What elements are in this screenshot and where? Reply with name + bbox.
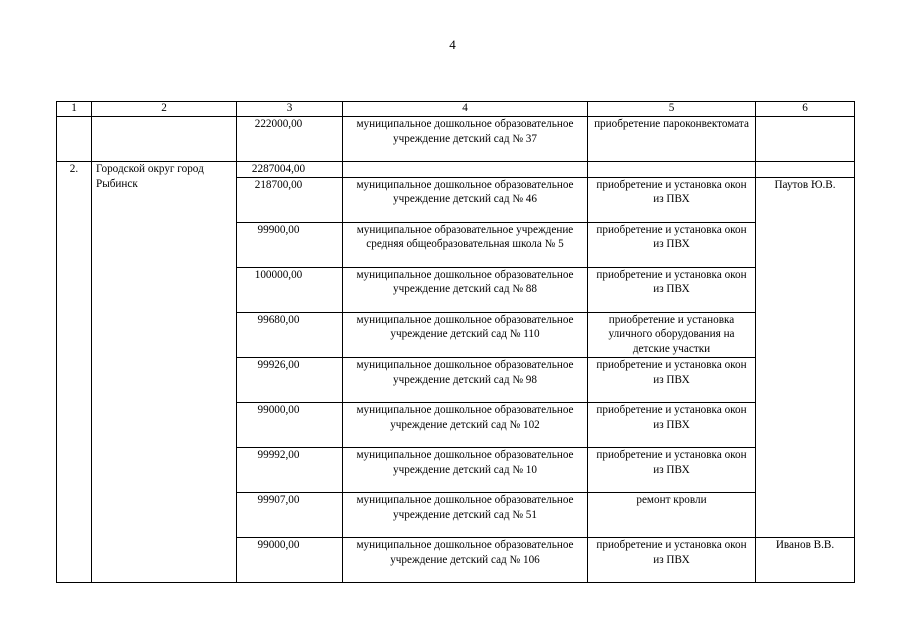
number-cell [57, 117, 92, 162]
allocation-table [56, 101, 855, 583]
responsible-cell: Паутов Ю.В. [756, 177, 855, 537]
amount-cell: 222000,00 [237, 117, 343, 162]
column-header: 1 [57, 102, 92, 117]
amount-cell: 99680,00 [237, 312, 343, 357]
column-header: 6 [756, 102, 855, 117]
table-row [57, 117, 855, 162]
page-number: 4 [449, 37, 456, 52]
amount-cell: 99000,00 [237, 537, 343, 582]
institution-cell: муниципальное дошкольное образовательное учреждение детский сад № 51 [343, 492, 588, 537]
municipality-cell: Городской округ город Рыбинск [92, 162, 237, 583]
institution-cell: муниципальное дошкольное образовательное учреждение детский сад № 88 [343, 267, 588, 312]
purpose-cell: приобретение и установка окон из ПВХ [588, 447, 756, 492]
purpose-cell: приобретение и установка окон из ПВХ [588, 357, 756, 402]
purpose-cell: приобретение и установка окон из ПВХ [588, 267, 756, 312]
purpose-cell: приобретение и установка окон из ПВХ [588, 537, 756, 582]
amount-cell: 99000,00 [237, 402, 343, 447]
institution-cell: муниципальное дошкольное образовательное учреждение детский сад № 46 [343, 177, 588, 222]
purpose-cell: приобретение и установка окон из ПВХ [588, 222, 756, 267]
number-cell: 2. [57, 162, 92, 583]
amount-cell: 99992,00 [237, 447, 343, 492]
purpose-cell: приобретение пароконвектомата [588, 117, 756, 162]
amount-cell: 100000,00 [237, 267, 343, 312]
column-header: 2 [92, 102, 237, 117]
purpose-cell: приобретение и установка окон из ПВХ [588, 177, 756, 222]
institution-cell: муниципальное дошкольное образовательное учреждение детский сад № 102 [343, 402, 588, 447]
responsible-cell: Иванов В.В. [756, 537, 855, 582]
amount-cell: 99907,00 [237, 492, 343, 537]
institution-cell: муниципальное дошкольное образовательное учреждение детский сад № 110 [343, 312, 588, 357]
institution-cell: муниципальное образовательное учреждение средняя общеобразовательная школа № 5 [343, 222, 588, 267]
column-header: 3 [237, 102, 343, 117]
purpose-cell: ремонт кровли [588, 492, 756, 537]
column-header: 4 [343, 102, 588, 117]
purpose-cell: приобретение и установка окон из ПВХ [588, 402, 756, 447]
amount-cell: 99900,00 [237, 222, 343, 267]
institution-cell: муниципальное дошкольное образовательное учреждение детский сад № 10 [343, 447, 588, 492]
column-header: 5 [588, 102, 756, 117]
table-header-row [57, 102, 855, 117]
purpose-cell [588, 162, 756, 178]
amount-cell: 99926,00 [237, 357, 343, 402]
responsible-cell [756, 117, 855, 162]
purpose-cell: приобретение и установка уличного оборудования на детские участки [588, 312, 756, 357]
amount-cell: 218700,00 [237, 177, 343, 222]
table-row [57, 162, 855, 178]
responsible-cell [756, 162, 855, 178]
institution-cell: муниципальное дошкольное образовательное учреждение детский сад № 37 [343, 117, 588, 162]
institution-cell: муниципальное дошкольное образовательное учреждение детский сад № 98 [343, 357, 588, 402]
municipality-cell [92, 117, 237, 162]
institution-cell [343, 162, 588, 178]
institution-cell: муниципальное дошкольное образовательное учреждение детский сад № 106 [343, 537, 588, 582]
total-amount-cell: 2287004,00 [237, 162, 343, 178]
